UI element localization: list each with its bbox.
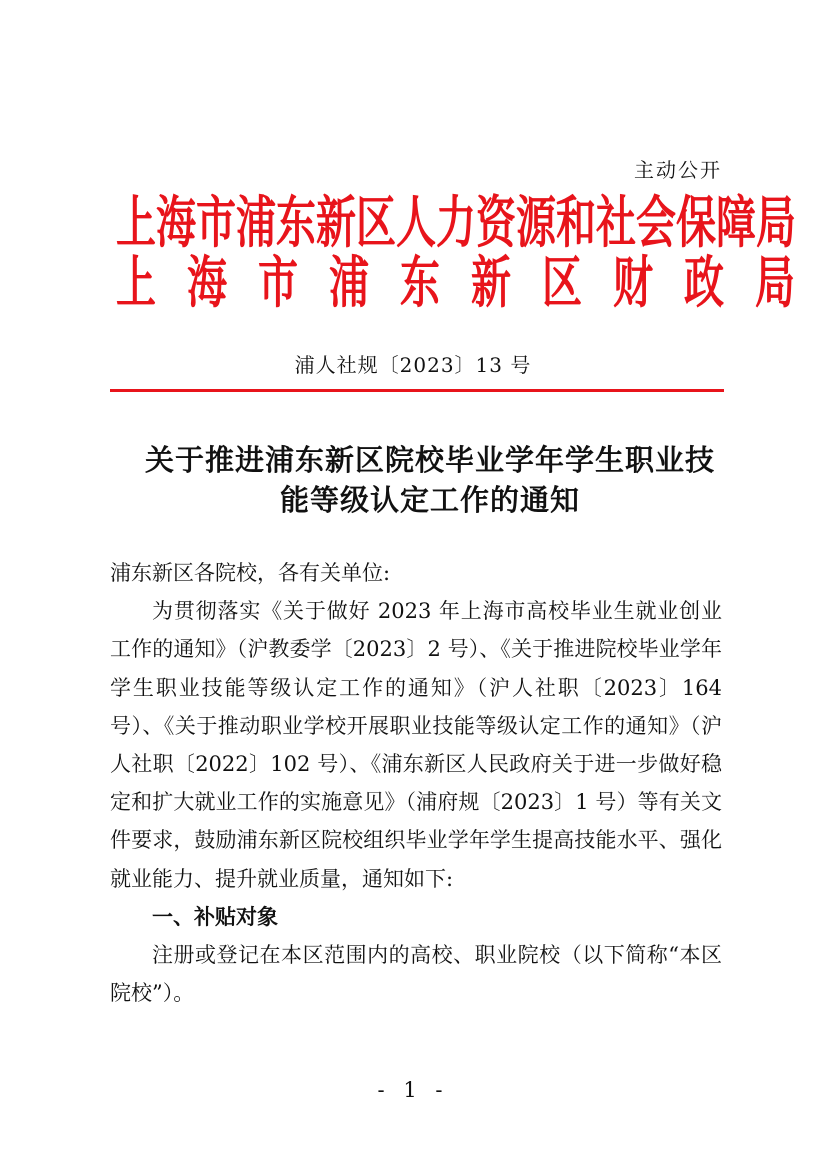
page-number: - 1 - [377,1078,449,1102]
salutation: 浦东新区各院校，各有关单位: [110,561,391,585]
section-heading: 一、补贴对象 [152,904,278,929]
document-title [130,440,730,520]
red-divider-line [110,389,724,392]
document-title-line-1: 关于推进浦东新区院校毕业学年学生职业技 [144,443,715,477]
body-paragraph: 注册或登记在本区范围内的高校、职业院校（以下简称“本区院校”）。 [110,943,722,1006]
issuing-agency-finance: 上海市浦东新区财政局 [116,251,826,317]
issuing-agency-hrss: 上海市浦东新区人力资源和社会保障局 [116,191,796,257]
document-body [110,554,722,1012]
document-number: 浦人社规〔2023〕13 号 [294,353,532,377]
body-paragraph: 为贯彻落实《关于做好 2023 年上海市高校毕业生就业创业工作的通知》（沪教委学〔2023〕2 号）、《关于推进院校毕业学年学生职业技能等级认定工作的通知》（沪人社职〔2023〕164 号）、《关于推动职业学校开展职业技能等级认定工作的通知》（沪人社职〔2022〕102 号）、《浦东新区人民政府关于进一步做好稳定和扩大就业工作的实施意见》（浦府规〔2023〕1 号）等有关文件要求，鼓励浦东新区院校组织毕业学年学生提高技能水平、强化就业能力、提升就业质量，通知如下: [110,599,722,891]
document-title-line-2: 能等级认定工作的通知 [279,483,580,517]
disclosure-label: 主动公开 [634,158,722,182]
